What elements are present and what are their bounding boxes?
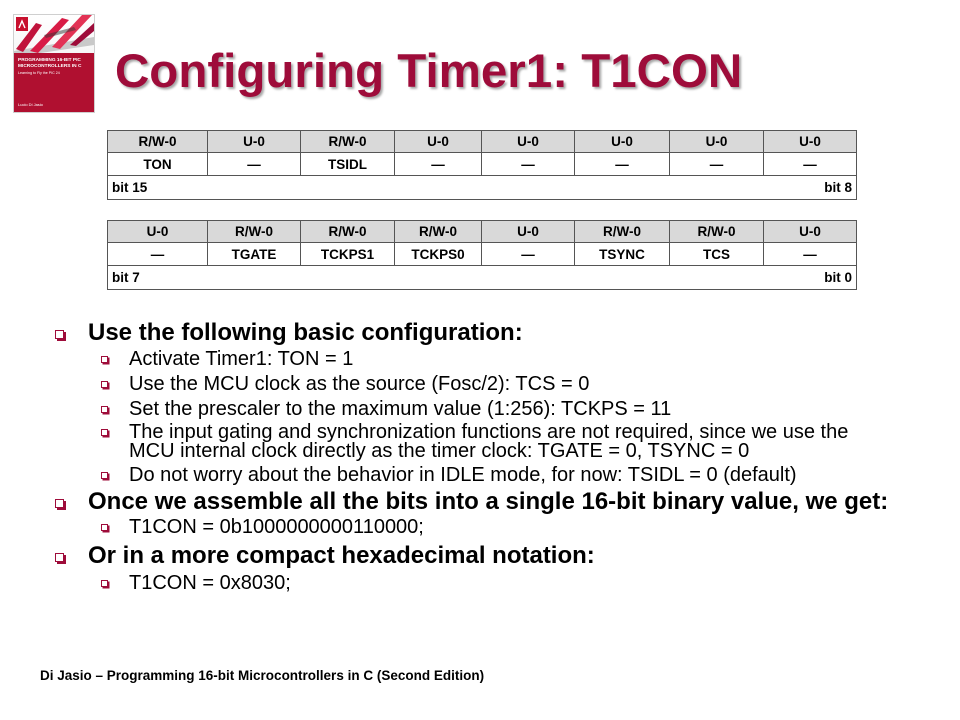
access-cell: U-0 xyxy=(108,221,208,243)
access-cell: U-0 xyxy=(575,131,670,153)
square-bullet-icon xyxy=(101,524,108,531)
access-row xyxy=(108,131,857,153)
register-table-high xyxy=(107,130,857,200)
register-table-low xyxy=(107,220,857,290)
access-cell: R/W-0 xyxy=(108,131,208,153)
sub-bullet-item: T1CON = 0x8030; xyxy=(129,572,291,594)
access-cell: U-0 xyxy=(670,131,764,153)
bit-name-cell: — xyxy=(482,153,575,176)
bit-name-row xyxy=(108,243,857,266)
sub-bullet-item: Activate Timer1: TON = 1 xyxy=(129,348,354,370)
access-cell: U-0 xyxy=(482,131,575,153)
square-bullet-icon xyxy=(101,356,108,363)
cover-title-line2: MICROCONTROLLERS IN C xyxy=(18,64,82,69)
bit-name-cell: — xyxy=(482,243,575,266)
bit-name-cell: — xyxy=(764,243,857,266)
bit-name-cell: — xyxy=(670,153,764,176)
bullet-item: Once we assemble all the bits into a single 16-bit binary value, we get: xyxy=(88,488,889,515)
sub-bullet-item: The input gating and synchronization functions are not required, since we use the MCU internal clock directly as the timer clock: TGATE = 0, TSYNC = 0 xyxy=(129,421,849,462)
square-bullet-icon xyxy=(55,553,64,562)
sub-bullet-item: Use the MCU clock as the source (Fosc/2): TCS = 0 xyxy=(129,373,590,395)
access-cell: U-0 xyxy=(482,221,575,243)
sub-bullet-item: Set the prescaler to the maximum value (1:256): TCKPS = 11 xyxy=(129,398,672,420)
square-bullet-icon xyxy=(101,406,108,413)
bit-name-cell: TSIDL xyxy=(301,153,395,176)
bit-end-label: bit 0 xyxy=(824,270,852,285)
slide-footer: Di Jasio – Programming 16-bit Microcontrollers in C (Second Edition) xyxy=(40,668,485,683)
bit-name-cell: TSYNC xyxy=(575,243,670,266)
square-bullet-icon xyxy=(55,330,64,339)
slide-title: Configuring Timer1: T1CON xyxy=(115,45,743,98)
cover-subtitle: Learning to Fly the PIC 24 xyxy=(18,71,60,75)
cover-title-line1: PROGRAMMING 16-BIT PIC xyxy=(18,58,81,63)
access-cell: R/W-0 xyxy=(395,221,482,243)
access-cell: U-0 xyxy=(764,221,857,243)
bit-name-cell: — xyxy=(575,153,670,176)
bit-name-row xyxy=(108,153,857,176)
access-row xyxy=(108,221,857,243)
bit-range-cell xyxy=(108,176,857,200)
sub-bullet-item: Do not worry about the behavior in IDLE mode, for now: TSIDL = 0 (default) xyxy=(129,464,797,486)
bit-name-cell: TCKPS0 xyxy=(395,243,482,266)
access-cell: R/W-0 xyxy=(301,131,395,153)
bit-range-cell xyxy=(108,266,857,290)
bit-start-label: bit 7 xyxy=(112,270,140,285)
bullet-item: Or in a more compact hexadecimal notation: xyxy=(88,542,595,569)
bit-name-cell: TCKPS1 xyxy=(301,243,395,266)
bit-name-cell: TCS xyxy=(670,243,764,266)
bit-name-cell: — xyxy=(395,153,482,176)
access-cell: U-0 xyxy=(208,131,301,153)
access-cell: R/W-0 xyxy=(670,221,764,243)
bit-number-row xyxy=(108,176,857,200)
bit-number-row xyxy=(108,266,857,290)
access-cell: U-0 xyxy=(764,131,857,153)
bit-name-cell: — xyxy=(108,243,208,266)
access-cell: R/W-0 xyxy=(301,221,395,243)
access-cell: U-0 xyxy=(395,131,482,153)
bit-start-label: bit 15 xyxy=(112,180,148,195)
square-bullet-icon xyxy=(101,580,108,587)
square-bullet-icon xyxy=(101,472,108,479)
square-bullet-icon xyxy=(55,499,64,508)
bit-name-cell: TGATE xyxy=(208,243,301,266)
cover-emblem-icon xyxy=(16,17,28,31)
bit-end-label: bit 8 xyxy=(824,180,852,195)
square-bullet-icon xyxy=(101,381,108,388)
bit-name-cell: TON xyxy=(108,153,208,176)
book-cover-image xyxy=(14,15,94,112)
square-bullet-icon xyxy=(101,429,108,436)
bullet-item: Use the following basic configuration: xyxy=(88,319,523,346)
access-cell: R/W-0 xyxy=(575,221,670,243)
bit-name-cell: — xyxy=(208,153,301,176)
sub-bullet-item: T1CON = 0b1000000000110000; xyxy=(129,516,424,538)
access-cell: R/W-0 xyxy=(208,221,301,243)
cover-author: Lucio Di Jasio xyxy=(18,102,43,107)
bit-name-cell: — xyxy=(764,153,857,176)
